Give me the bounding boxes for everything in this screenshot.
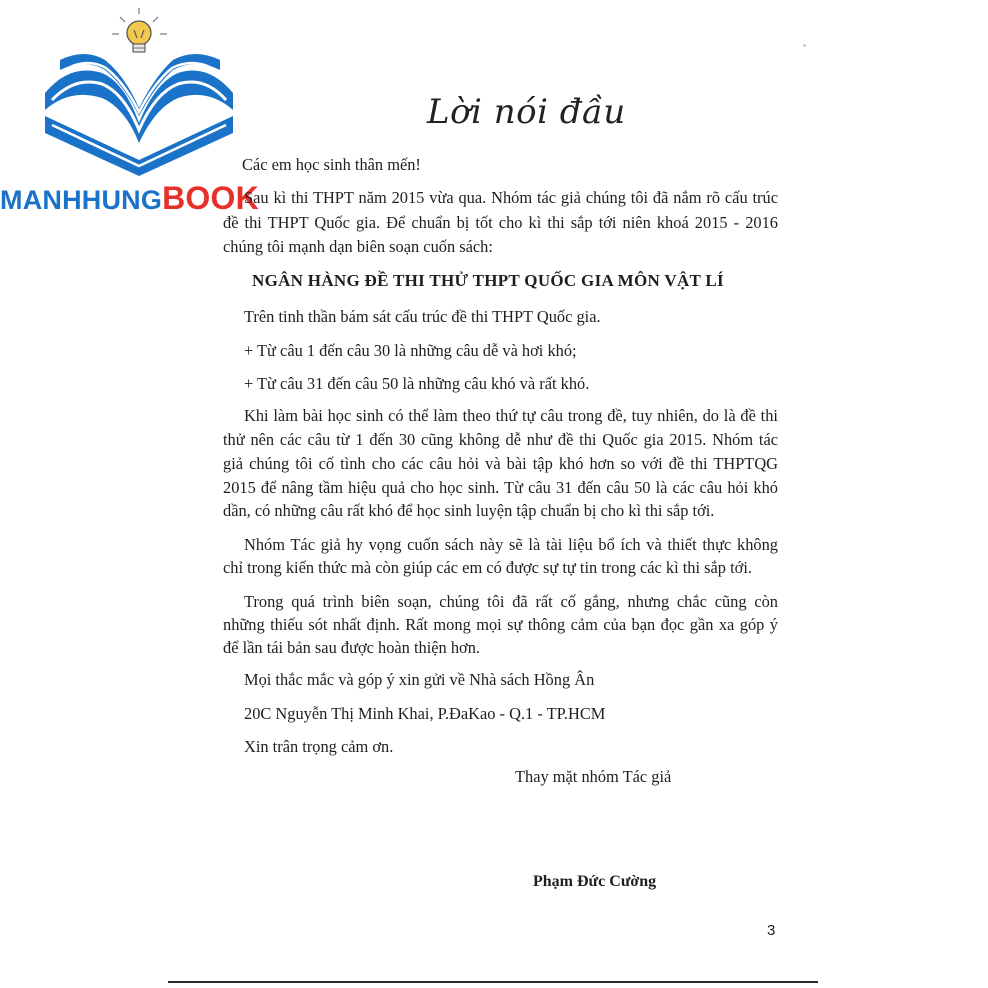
page-title: Lời nói đầu [427,92,626,132]
spirit-line: Trên tinh thần bám sát cấu trúc đề thi THPT Quốc gia. [244,307,601,326]
para3-line-2: chỉ trong kiến thức mà còn giúp các em có được sự tự tin trong các kì thi sắp tới. [223,558,752,577]
bullet-1: + Từ câu 1 đến câu 30 là những câu dễ và hơi khó; [244,341,577,360]
intro-line-2: đề thi THPT Quốc gia. Để chuẩn bị tốt cho kì thi sắp tới niên khoá 2015 - 2016 [223,213,778,232]
para2-line-3: giả chúng tôi cố tình cho các câu hỏi và bài tập khó hơn so với đề thi THPTQG [223,454,778,473]
intro-line-3: chúng tôi mạnh dạn biên soạn cuốn sách: [223,237,493,256]
author-name: Phạm Đức Cường [533,873,657,890]
intro-line-1: Sau kì thi THPT năm 2015 vừa qua. Nhóm tác giả chúng tôi đã nắm rõ cấu trúc [244,188,778,207]
para3-line-1: Nhóm Tác giả hy vọng cuốn sách này sẽ là tài liệu bổ ích và thiết thực không [244,535,778,554]
book-title: NGÂN HÀNG ĐỀ THI THỬ THPT QUỐC GIA MÔN VẬT LÍ [252,271,724,290]
para4-line-1: Trong quá trình biên soạn, chúng tôi đã rất cố gắng, nhưng chắc cũng còn [244,592,778,611]
thanks-line: Xin trân trọng cảm ơn. [244,737,394,756]
para4-line-3: để lần tái bản sau được hoàn thiện hơn. [223,638,480,657]
para2-line-1: Khi làm bài học sinh có thể làm theo thứ tự câu trong đề, tuy nhiên, do là đề thi [244,406,778,425]
para2-line-2: thử nên các câu từ 1 đến 30 cũng không dễ như đề thi Quốc gia 2015. Nhóm tác [223,430,778,449]
open-book-icon [40,8,240,183]
page-number: 3 [767,922,776,939]
brand-part-2: BOOK [162,180,259,216]
greeting: Các em học sinh thân mến! [242,155,421,174]
bullet-2: + Từ câu 31 đến câu 50 là những câu khó và rất khó. [244,374,590,393]
contact-line: Mọi thắc mắc và góp ý xin gửi về Nhà sách Hồng Ân [244,670,595,689]
bottom-rule [168,981,818,983]
para2-line-5: dần, có những câu rất khó để học sinh luyện tập chuẩn bị cho kì thi sắp tới. [223,501,715,520]
brand-name [0,180,259,217]
on-behalf-line: Thay mặt nhóm Tác giả [515,767,672,786]
scan-speck [803,44,806,47]
para4-line-2: những thiếu sót nhất định. Rất mong mọi sự thông cảm của bạn đọc gần xa góp ý [223,615,778,634]
address-line: 20C Nguyễn Thị Minh Khai, P.ĐaKao - Q.1 - TP.HCM [244,704,606,723]
para2-line-4: 2015 để nâng tầm hiệu quả cho học sinh. Từ câu 31 đến câu 50 là các câu hỏi khó [223,478,778,497]
lightbulb-icon [112,8,167,52]
brand-part-1: MANHHUNG [0,185,163,215]
